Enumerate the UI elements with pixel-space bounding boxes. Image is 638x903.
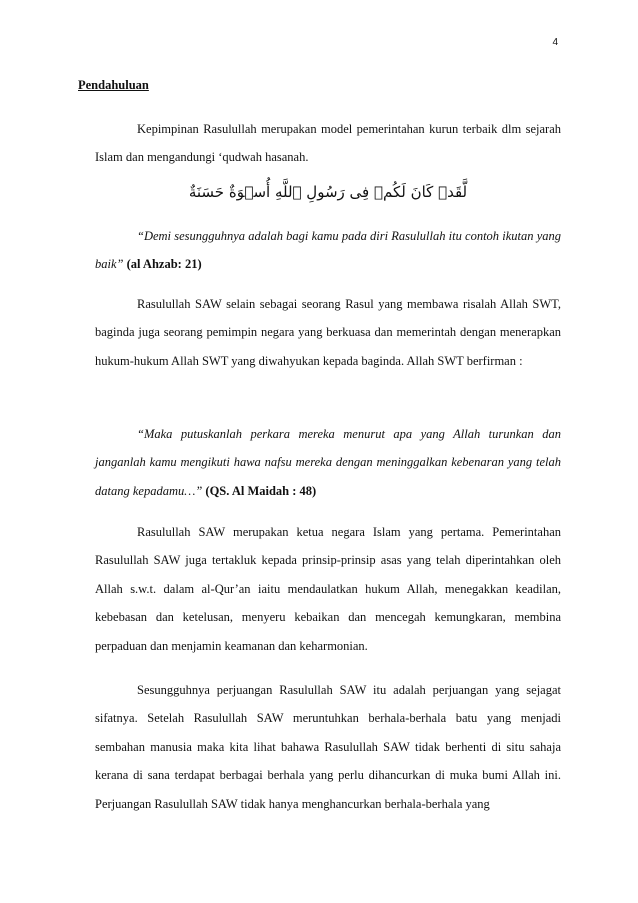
section-heading: Pendahuluan bbox=[78, 78, 149, 92]
page-number: 4 bbox=[552, 37, 558, 48]
paragraph-quote-ahzab bbox=[95, 222, 561, 279]
paragraph-first-head-of-state bbox=[95, 518, 561, 660]
paragraph-universal-struggle-text: Sesungguhnya perjuangan Rasulullah SAW itu adalah perjuangan yang sejagat sifatnya. Setelah Rasulullah SAW meruntuhkan berhala-berhala batu yang menjadi sembahan manusia maka kita lihat bahawa Rasulullah SAW tidak berhenti di situ sahaja kerana di sana terdapat berbagai berhala yang perlu dihancurkan di muka bumi Allah ini. Perjuangan Rasulullah SAW tidak hanya menghancurkan berhala-berhala yang bbox=[95, 683, 561, 811]
paragraph-intro-text: Kepimpinan Rasulullah merupakan model pemerintahan kurun terbaik dlm sejarah Islam dan mengandungi ‘qudwah hasanah. bbox=[95, 122, 561, 165]
quote-maidah-reference: (QS. Al Maidah : 48) bbox=[205, 483, 317, 498]
paragraph-rasulullah-leader bbox=[95, 290, 561, 375]
paragraph-first-head-of-state-text: Rasulullah SAW merupakan ketua negara Islam yang pertama. Pemerintahan Rasulullah SAW juga tertakluk kepada prinsip-prinsip asas yang telah diperintahkan oleh Allah s.w.t. dalam al-Qur’an iaitu mendaulatkan hukum Allah, menegakkan keadilan, kebebasan dan ketelusan, menyeru kebaikan dan mencegah kemungkaran, membina perpaduan dan menjamin keamanan dan keharmonian. bbox=[95, 525, 561, 653]
paragraph-quote-maidah bbox=[95, 420, 561, 505]
quote-maidah-text: “Maka putuskanlah perkara mereka menurut apa yang Allah turunkan dan janganlah kamu mengikuti hawa nafsu mereka dengan meninggalkan kebenaran yang telah datang kepadamu…” bbox=[95, 427, 561, 498]
paragraph-universal-struggle bbox=[95, 676, 561, 818]
paragraph-intro bbox=[95, 115, 561, 172]
paragraph-rasulullah-leader-text: Rasulullah SAW selain sebagai seorang Rasul yang membawa risalah Allah SWT, baginda juga seorang pemimpin negara yang berkuasa dan memerintah dengan menerapkan hukum-hukum Allah SWT yang diwahyukan kepada baginda. Allah SWT berfirman : bbox=[95, 297, 561, 368]
quote-ahzab-text: “Demi sesungguhnya adalah bagi kamu pada diri Rasulullah itu contoh ikutan yang baik” bbox=[95, 229, 561, 272]
arabic-verse: لَّقَدۡ كَانَ لَكُمۡ فِى رَسُولِ ٱللَّهِ أُسۡوَةٌ حَسَنَةٌ bbox=[188, 183, 468, 201]
quote-ahzab-reference: (al Ahzab: 21) bbox=[126, 257, 202, 272]
